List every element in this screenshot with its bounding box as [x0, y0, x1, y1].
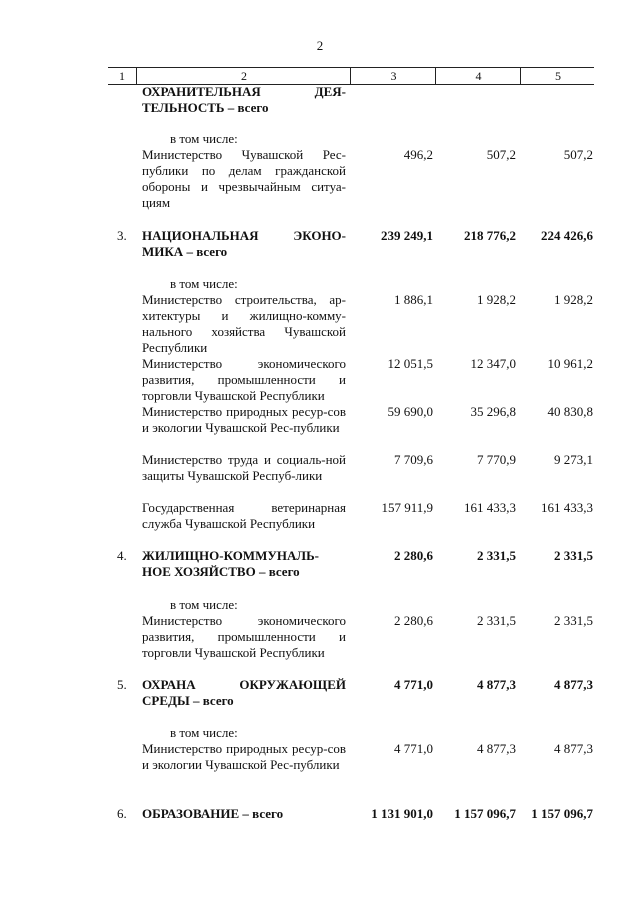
section-title: НАЦИОНАЛЬНАЯ ЭКОНО-МИКА – всего [142, 228, 346, 259]
section-value-col5: 1 157 096,7 [531, 806, 593, 821]
section-value-col5: 2 331,5 [554, 548, 593, 563]
section-value-col4: 4 877,3 [477, 677, 516, 692]
item-value-col3: 4 771,0 [394, 741, 433, 756]
item-name: Министерство строительства, ар-хитектуры и жилищно-комму-нального хозяйства Чувашской Республики [142, 292, 346, 355]
item-name: Министерство Чувашской Рес-публики по делам гражданской обороны и чрезвычайным ситуа-циям [142, 147, 346, 210]
item-value-col4: 35 296,8 [470, 404, 516, 419]
item-value-col5: 10 961,2 [547, 356, 593, 371]
item-value-col3: 12 051,5 [387, 356, 433, 371]
item-value-col3: 496,2 [403, 147, 433, 162]
item-value-col5: 1 928,2 [554, 292, 593, 307]
item-name: Министерство экономического развития, промышленности и торговли Чувашской Республики [142, 356, 346, 403]
item-value-col3: 7 709,6 [394, 452, 433, 467]
header-col-3: 3 [350, 68, 436, 84]
section-value-col3: 239 249,1 [381, 228, 433, 243]
table-header [108, 67, 594, 85]
section-value-col4: 1 157 096,7 [454, 806, 516, 821]
item-name: Министерство природных ресур-сов и экологии Чувашской Рес-публики [142, 404, 346, 435]
item-value-col5: 4 877,3 [554, 741, 593, 756]
header-col-5: 5 [520, 68, 595, 84]
section-value-col3: 4 771,0 [394, 677, 433, 692]
section-number: 3. [117, 228, 127, 243]
item-value-col3: 59 690,0 [387, 404, 433, 419]
item-value-col3: 2 280,6 [394, 613, 433, 628]
section-value-col3: 1 131 901,0 [371, 806, 433, 821]
page-number: 2 [316, 38, 324, 53]
section-title: ЖИЛИЩНО-КОММУНАЛЬ-НОЕ ХОЗЯЙСТВО – всего [142, 548, 319, 579]
item-value-col5: 9 273,1 [554, 452, 593, 467]
section-number: 6. [117, 806, 127, 821]
section-value-col4: 218 776,2 [464, 228, 516, 243]
section-title: ОБРАЗОВАНИЕ – всего [142, 806, 284, 821]
section-value-col3: 2 280,6 [394, 548, 433, 563]
section-number: 4. [117, 548, 127, 563]
subhead: в том числе: [170, 131, 238, 146]
section-value-col4: 2 331,5 [477, 548, 516, 563]
item-value-col4: 507,2 [486, 147, 516, 162]
section-title: ОХРАНА ОКРУЖАЮЩЕЙ СРЕДЫ – всего [142, 677, 346, 708]
item-value-col4: 7 770,9 [477, 452, 516, 467]
item-name: Министерство природных ресур-сов и экологии Чувашской Рес-публики [142, 741, 346, 772]
section-value-col5: 224 426,6 [541, 228, 593, 243]
item-value-col4: 2 331,5 [477, 613, 516, 628]
header-col-1: 1 [119, 69, 125, 83]
subhead: в том числе: [170, 597, 238, 612]
item-value-col4: 161 433,3 [464, 500, 516, 515]
subhead: в том числе: [170, 276, 238, 291]
header-col-4: 4 [435, 68, 521, 84]
item-value-col3: 157 911,9 [381, 500, 433, 515]
header-col-2: 2 [136, 68, 351, 84]
item-value-col5: 161 433,3 [541, 500, 593, 515]
subhead: в том числе: [170, 725, 238, 740]
item-value-col5: 507,2 [563, 147, 593, 162]
item-value-col3: 1 886,1 [394, 292, 433, 307]
item-value-col4: 4 877,3 [477, 741, 516, 756]
item-value-col5: 2 331,5 [554, 613, 593, 628]
item-name: Государственная ветеринарная служба Чувашской Республики [142, 500, 346, 531]
item-name: Министерство труда и социаль-ной защиты Чувашской Респуб-лики [142, 452, 346, 483]
section-number: 5. [117, 677, 127, 692]
item-value-col4: 1 928,2 [477, 292, 516, 307]
section-value-col5: 4 877,3 [554, 677, 593, 692]
item-name: Министерство экономического развития, промышленности и торговли Чувашской Республики [142, 613, 346, 660]
section-title: ОХРАНИТЕЛЬНАЯ ДЕЯ-ТЕЛЬНОСТЬ – всего [142, 84, 346, 115]
item-value-col4: 12 347,0 [470, 356, 516, 371]
item-value-col5: 40 830,8 [547, 404, 593, 419]
